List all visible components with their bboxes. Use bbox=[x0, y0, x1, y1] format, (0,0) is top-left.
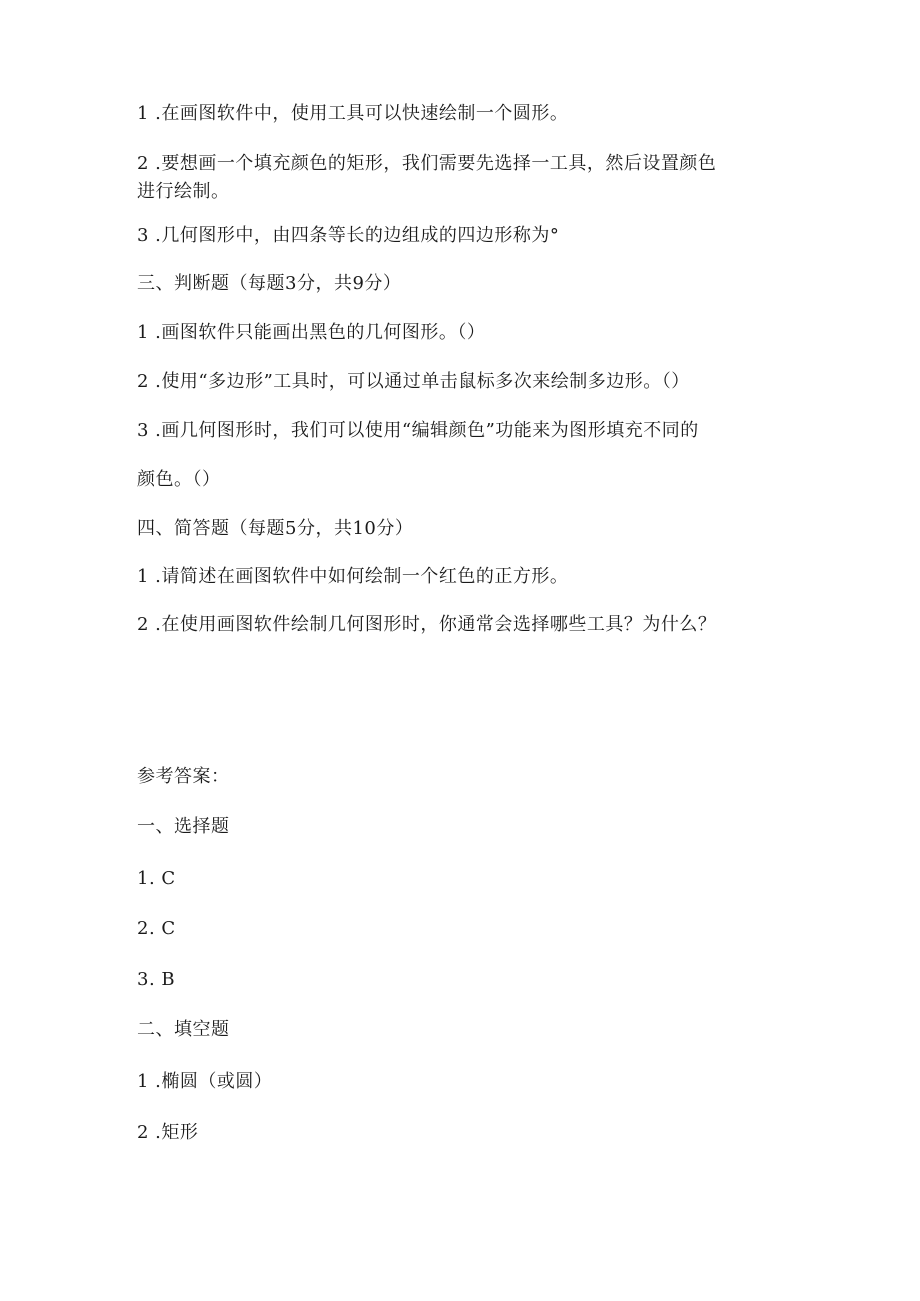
answers-choice-2: 2. C bbox=[137, 918, 176, 939]
fill-blank-question-1: 1 .在画图软件中，使用工具可以快速绘制一个圆形。 bbox=[137, 103, 569, 124]
answers-choice-heading: 一、选择题 bbox=[137, 816, 230, 837]
fill-blank-question-2-line-1: 2 .要想画一个填充颜色的矩形，我们需要先选择一工具，然后设置颜色 bbox=[137, 153, 717, 174]
answers-choice-1: 1. C bbox=[137, 868, 176, 889]
answers-blank-heading: 二、填空题 bbox=[137, 1019, 230, 1040]
answers-heading: 参考答案： bbox=[137, 766, 230, 787]
short-answer-question-2: 2 .在使用画图软件绘制几何图形时，你通常会选择哪些工具？为什么？ bbox=[137, 614, 717, 635]
short-answer-question-1: 1 .请简述在画图软件中如何绘制一个红色的正方形。 bbox=[137, 566, 569, 587]
answers-choice-3: 3. B bbox=[137, 969, 176, 990]
answers-blank-1: 1 .椭圆（或圆） bbox=[137, 1071, 273, 1092]
answers-blank-2: 2 .矩形 bbox=[137, 1122, 199, 1143]
judgment-question-3-line-1: 3 .画几何图形时，我们可以使用“编辑颜色”功能来为图形填充不同的 bbox=[137, 420, 699, 441]
judgment-question-3-line-2: 颜色。（） bbox=[137, 469, 221, 490]
fill-blank-question-2-line-2: 进行绘制。 bbox=[137, 181, 230, 202]
short-answer-heading: 四、简答题（每题5分，共10分） bbox=[137, 518, 414, 539]
judgment-question-1: 1 .画图软件只能画出黑色的几何图形。（） bbox=[137, 322, 486, 343]
fill-blank-question-3: 3 .几何图形中，由四条等长的边组成的四边形称为° bbox=[137, 225, 560, 246]
judgment-heading: 三、判断题（每题3分，共9分） bbox=[137, 273, 402, 294]
judgment-question-2: 2 .使用“多边形”工具时，可以通过单击鼠标多次来绘制多边形。（） bbox=[137, 371, 690, 392]
